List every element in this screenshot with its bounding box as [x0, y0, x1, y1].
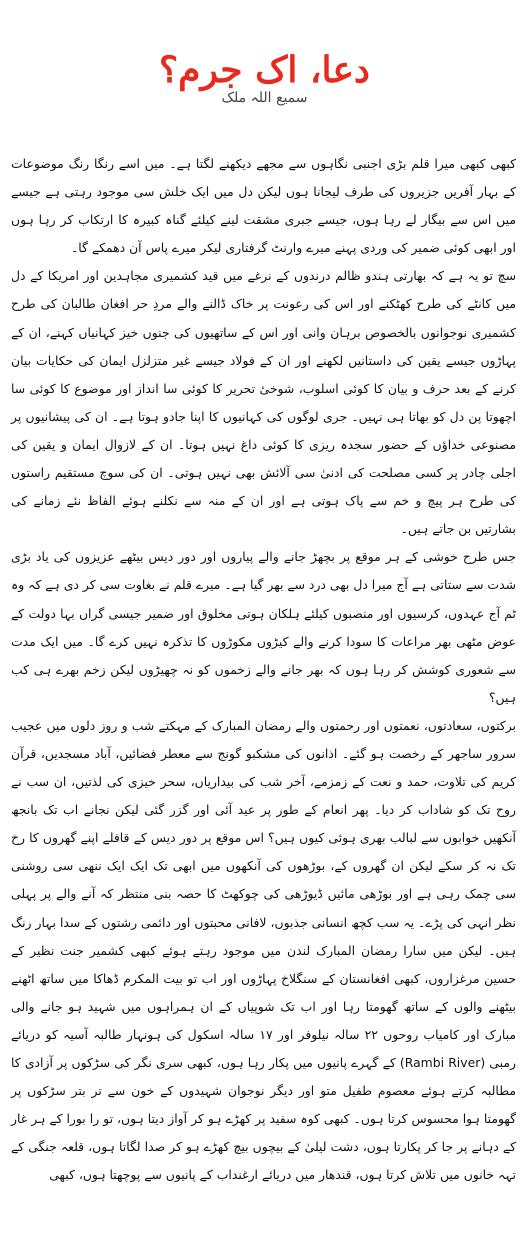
article-body — [11, 150, 516, 1189]
author-byline: سمیع اللہ ملک — [221, 90, 308, 106]
article-paragraph: کبھی کبھی میرا قلم بڑی اجنبی نگاہوں سے مجھے دیکھنے لگتا ہے۔ میں اسے رنگا رنگ موضوعات کے بہار آفریں جزیروں کی طرف لیجانا ہوں لیکن دل میں ایک خلش سی موجود رہتی ہے جیسے میں اس سے بیگار لے رہا ہوں، جیسے جبری مشقت لینے کیلئے گناہ کبیرہ کا ارتکاب کر رہا ہوں اور ابھی کوئی ضمیر کی وردی پہنے میرے وارنٹ گرفتاری لیکر میرے پاس آن دھمکے گا۔ — [11, 156, 516, 256]
article-paragraph: جس طرح خوشی کے ہر موقع پر بچھڑ جانے والے پیاروں اور دور دیس بیٹھے عزیزوں کی یاد بڑی شدت سے ستاتی ہے آج میرا دل بھی درد سے بھر گیا ہے۔ میرے قلم نے بغاوت سی کر دی ہے کہ وہ ٹم آج عہدوں، کرسیوں اور منصبوں کیلئے ہلکان ہوتی مخلوق اور ضمیر جیسی گراں بہا دولت کے عوض مٹھی بھر مراعات کا سودا کرنے والے کیڑوں مکوڑوں کا تذکرہ نہیں کرے گا۔ میں ایک مدت سے شعوری کوشش کر رہا ہوں کہ بھر جانے والے زخموں کو نہ چھیڑوں لیکن زخم بھرے ہی کب ہیں؟ — [11, 549, 516, 705]
article-paragraph: سچ تو یہ ہے کہ بھارتی ہندو ظالم درندوں کے نرغے میں قید کشمیری مجاہدین اور امریکا کے دل میں کانٹے کی طرح کھٹکنے اور اس کی رعونت پر خاک ڈالنے والے مردِ حر افغان طالبان کی طرح کشمیری نوجوانوں بالخصوص برہان وانی اور اس کے ساتھیوں کی جنوں خیز کہانیاں کہنے، ان کے پہاڑوں جیسے یقین کی داستانیں لکھنے اور ان کے فولاد جیسے غیر متزلزل ایمان کی حکایات بیان کرنے کے بعد حرف و بیان کا کوئی اسلوب، شوخیٔ تحریر کا کوئی سا انداز اور موضوع کا کوئی سا اچھوتا پن دل کو بھاتا ہی نہیں۔ جری لوگوں کی کہانیوں کا اپنا جادو ہوتا ہے۔ ان کی پیشانیوں پر مصنوعی خداؤں کے حضور سجدہ ریزی کا کوئی داغ نہیں ہوتا۔ ان کے لازوال ایمان و یقین کی اجلی چادر پر کسی مصلحت کی ادنیٰ سی آلائش بھی نہیں ہوتی۔ ان کی سوچ مستقیم راستوں کی طرح ہر پیچ و خم سے پاک ہوتی ہے اور ان کے منہ سے نکلنے ہوئے الفاظ نئے زمانے کی بشارتیں بن جاتے ہیں۔ — [11, 268, 516, 537]
article-paragraph: برکتوں، سعادتوں، نعمتوں اور رحمتوں والے رمضان المبارک کے مہکتے شب و روز دلوں میں عجیب سرور ساجھر کے رخصت ہو گئے۔ اذانوں کی مشکبو گونج سے معطر فضائیں، آباد مسجدیں، قرآن کریم کی تلاوت، حمد و نعت کے زمزمے، آخر شب کی بیداریاں، سحر خیزی کی لذتیں، ان سب نے روح تک کو شاداب کر دیا۔ پھر انعام کے طور پر عید آئی اور گزر گئی لیکن نجانے اب تک بانجھ آنکھیں خوابوں سے لبالب بھری ہوئی کیوں ہیں؟ اس موقع پر دور دیس کے قافلے اپنے گھروں کا رخ تک نہ کر سکے لیکن ان گھروں کے، بوڑھوں کی آنکھوں میں ابھی تک ایک ایک ننھی سی روشنی سی چمک رہی ہے اور بوڑھی مائیں ڈیوڑھی کی چوکھٹ کا حصہ بنی منتظر کہ آنے والے پر پہلی نظر انہی کی پڑے۔ یہ سب کچھ انسانی جذبوں، لافانی محبتوں اور دائمی رشتوں کے سدا بہار رنگ ہیں۔ لیکن میں سارا رمضان المبارک لندن میں موجود رہتے ہوئے کبھی کشمیر جنت نظیر کے حسین مرغزاروں، کبھی افغانستان کے سنگلاخ پہاڑوں اور اب تو بیت المکرم ڈھاکا میں ساتھ اٹھنے بیٹھنے والوں کے ساتھ گھومتا رہا اور اب تک شوپیاں کے ان ہمراہوں میں شہید ہو جانے والی مبارک اور کامیاب روحوں ۲۲ سالہ نیلوفر اور ۱۷ سالہ اسکول کی ہونہار طالبہ آسیہ کو دریائے رمبی (Rambi River) کے گہرے پانیوں میں پکار رہا ہوں، کبھی سری نگر کی سڑکوں پر آزادی کا مطالبہ کرتے ہوئے معصوم طفیل متو اور دیگر نوجوان شہیدوں کے خون سے تر بتر سڑکوں پر گھومتا ہوا محسوس کرتا ہوں۔ کبھی کوہ سفید پر کھڑے ہو کر آواز دیتا ہوں، تو را بورا کے ہر غار کے دہانے پر جا کر پکارتا ہوں، دشت لیلیٰ کے بیچوں بیچ کھڑے ہو کر صدا لگاتا ہوں، قلعہ جنگی کے تہہ خانوں میں تلاش کرتا ہوں، قندھار میں دریائے ارغنداب کے پانیوں سے پوچھتا ہوں، کبھی — [11, 717, 516, 1183]
article-title: دعا، اک جرم؟ — [159, 49, 370, 91]
